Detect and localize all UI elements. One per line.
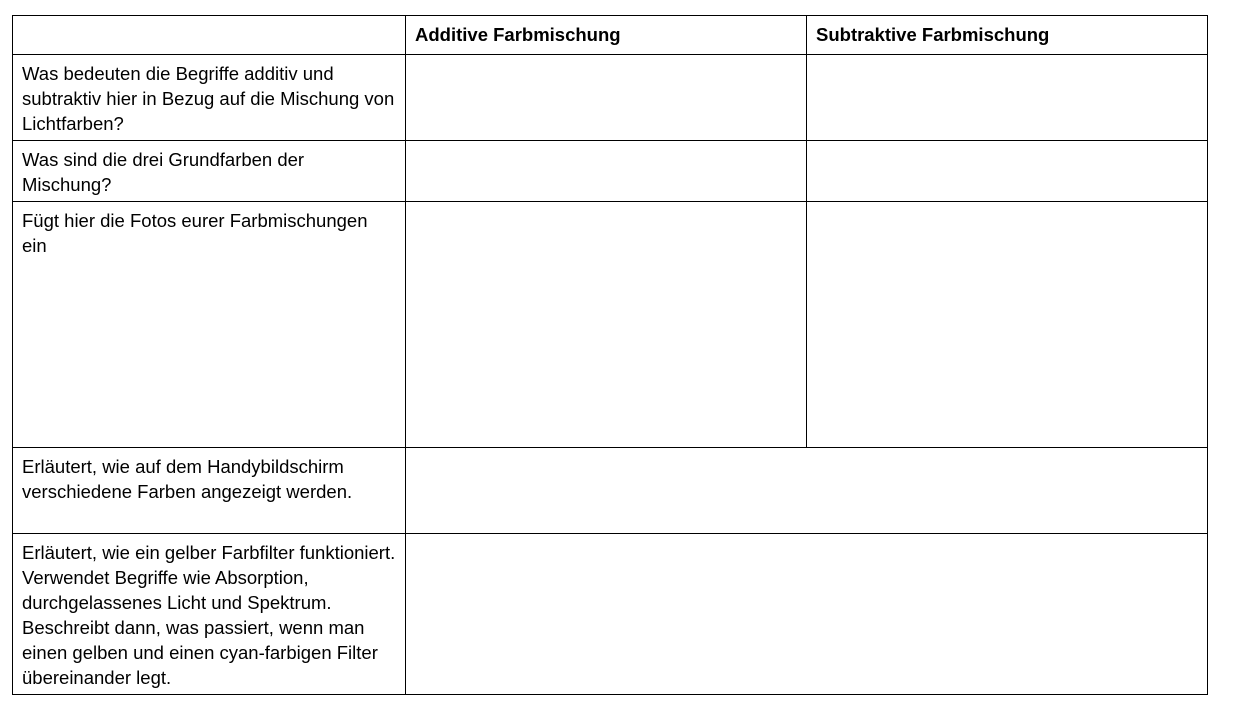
- additive-answer-cell[interactable]: [406, 141, 807, 202]
- table-row: [13, 141, 1208, 202]
- question-cell: Erläutert, wie ein gelber Farbfilter funktioniert. Verwendet Begriffe wie Absorption, durchgelassenes Licht und Spektrum. Beschreibt dann, was passiert, wenn man einen gelben und einen cyan-farbigen Filter übereinander legt.: [13, 534, 406, 695]
- subtractive-photo-cell[interactable]: [807, 202, 1208, 448]
- table-header-row: [13, 16, 1208, 55]
- worksheet-table: [12, 15, 1208, 695]
- header-additive-mixing: Additive Farbmischung: [406, 16, 807, 55]
- table-row: [13, 534, 1208, 695]
- header-subtractive-mixing: Subtraktive Farbmischung: [807, 16, 1208, 55]
- question-cell: Erläutert, wie auf dem Handybildschirm verschiedene Farben angezeigt werden.: [13, 448, 406, 534]
- subtractive-answer-cell[interactable]: [807, 141, 1208, 202]
- merged-answer-cell[interactable]: [406, 448, 1208, 534]
- question-cell: Was sind die drei Grundfarben der Mischung?: [13, 141, 406, 202]
- question-cell: Fügt hier die Fotos eurer Farbmischungen ein: [13, 202, 406, 448]
- merged-answer-cell[interactable]: [406, 534, 1208, 695]
- table-row: [13, 202, 1208, 448]
- additive-answer-cell[interactable]: [406, 55, 807, 141]
- table-row: [13, 448, 1208, 534]
- additive-photo-cell[interactable]: [406, 202, 807, 448]
- subtractive-answer-cell[interactable]: [807, 55, 1208, 141]
- header-empty-cell: [13, 16, 406, 55]
- question-cell: Was bedeuten die Begriffe additiv und subtraktiv hier in Bezug auf die Mischung von Lichtfarben?: [13, 55, 406, 141]
- table-row: [13, 55, 1208, 141]
